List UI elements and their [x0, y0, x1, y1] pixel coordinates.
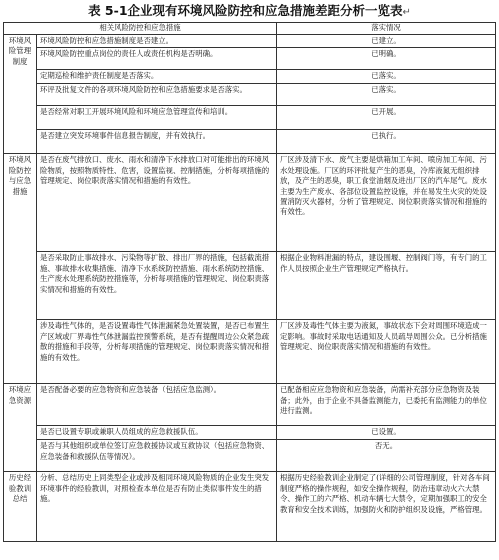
requirement-cell: 定期巡检和维护责任制度是否落实。 [37, 70, 277, 84]
requirement-cell: 是否已设置专职或兼职人员组成的应急救援队伍。 [37, 426, 277, 440]
paragraph-mark: ↵ [402, 7, 411, 18]
status-cell: 已建立。 [277, 35, 496, 48]
table-row [4, 440, 496, 472]
status-cell: 厂区涉及清下水、废气主要是烘箱加工车间、喷房加工车间、污水处理设施。厂区的环评批复产生的恶臭，冷库液氮无组织排放，及产生的恶臭，职工食堂油烟及进出厂区的汽车尾气。废水主要为生产废水、各部位设置监控设施，并在易发生火灾的处设置消防灭火器材，分析了管理规定、岗位职责落实情况和措施的有效性。 [277, 154, 496, 252]
requirement-cell: 涉及毒性气体的，是否设置毒性气体泄漏紧急处置装置，是否已布置生产区域或厂界毒性气体泄漏监控预警系统，是否有提醒周边公众紧急疏散的措施和手段等，分析每项措施的管理规定、岗位职责落实情况和措施的有效性。 [37, 320, 277, 384]
requirement-cell: 是否经常对职工开展环境风险和环境应急管理宣传和培训。 [37, 106, 277, 130]
status-cell: 已设置。 [277, 426, 496, 440]
requirement-cell: 是否采取防止事故排水、污染物等扩散、排出厂界的措施，包括截流措施、事故排水收集措施、清净下水系统防控措施、雨水系统防控措施、生产废水处理系统防控措施等，分析每项措施的管理规定、岗位职责落实情况和措施的有效性。 [37, 252, 277, 320]
requirement-cell: 是否在废气排放口、废水、雨水和清净下水排放口对可能排出的环境风险物质，按照物质特性、危害，设置监视、控制措施，分析每项措施的管理规定、岗位职责落实情况和措施的有效性。 [37, 154, 277, 252]
category-cell: 环境风险防控与应急措施 [4, 154, 37, 384]
header-requirement: 相关风险防控和应急措施 [4, 23, 277, 35]
table-row [4, 130, 496, 154]
table-header-row [4, 23, 496, 35]
category-cell: 历史经验教训总结 [4, 472, 37, 542]
requirement-cell: 环评及批复文件的各项环境风险防控和应急措施要求是否落实。 [37, 84, 277, 106]
table-row [4, 252, 496, 320]
status-cell: 已落实。 [277, 70, 496, 84]
status-cell: 已开展。 [277, 106, 496, 130]
table-row [4, 320, 496, 384]
requirement-cell: 分析、总结历史上同类型企业或涉及相同环境风险物质的企业发生突发环境事件的经验教训，对照检查本单位是否有防止类似事件发生的措施。 [37, 472, 277, 542]
requirement-cell: 是否配备必要的应急物资和应急装备（包括应急监测）。 [37, 384, 277, 426]
table-row [4, 70, 496, 84]
status-cell: 已配备相应应急物资和应急装备，尚需补充部分应急物资及装备；此外，由于企业不具备监测能力，已委托有监测能力的单位进行监测。 [277, 384, 496, 426]
requirement-cell: 是否建立突发环境事件信息报告制度，并有效执行。 [37, 130, 277, 154]
table-row [4, 154, 496, 252]
requirement-cell: 是否与其他组织或单位签订应急救援协议或互救协议（包括应急物资、应急装备和救援队伍等情况）。 [37, 440, 277, 472]
status-cell: 厂区涉及毒性气体主要为液氮，事故状态下会对周围环境造成一定影响。事故时采取电话通知及人员疏导周围公众。已分析措施管理规定、岗位职责落实情况和措施的有效性。 [277, 320, 496, 384]
status-cell: 根据历史经验教训企业制定了(详细的公司管理制度，针对各车间制度严格的操作规程，如安全操作规程，防治违章动火六大禁令、操作工的六严格、机动车辆七大禁令，定期加强职工的安全教育和安全技术训练，加强防火和防护组织及设施，严格管理。 [277, 472, 496, 542]
table-row [4, 48, 496, 70]
status-cell: 已落实。 [277, 84, 496, 106]
status-cell: 根据企业物料泄漏的特点，建设围堰、控制阀门等，有专门的工作人员按照企业生产管理规定严格执行。 [277, 252, 496, 320]
category-cell: 环境应急资源 [4, 384, 37, 472]
requirement-cell: 环境风险防控和应急措施制度是否建立。 [37, 35, 277, 48]
requirement-cell: 环境风险防控重点岗位的责任人或责任机构是否明确。 [37, 48, 277, 70]
status-cell: 已明确。 [277, 48, 496, 70]
header-status: 落实情况 [277, 23, 496, 35]
table-row [4, 384, 496, 426]
table-title [0, 2, 499, 22]
table-row [4, 84, 496, 106]
table-title-text: 表 5-1企业现有环境风险防控和应急措施差距分析一览表 [88, 3, 403, 18]
table-row [4, 35, 496, 48]
status-cell: 否无。 [277, 440, 496, 472]
table-row [4, 426, 496, 440]
table-row [4, 106, 496, 130]
gap-analysis-table [3, 22, 496, 542]
status-cell: 已执行。 [277, 130, 496, 154]
table-row [4, 472, 496, 542]
category-cell: 环境风险管理制度 [4, 35, 37, 154]
